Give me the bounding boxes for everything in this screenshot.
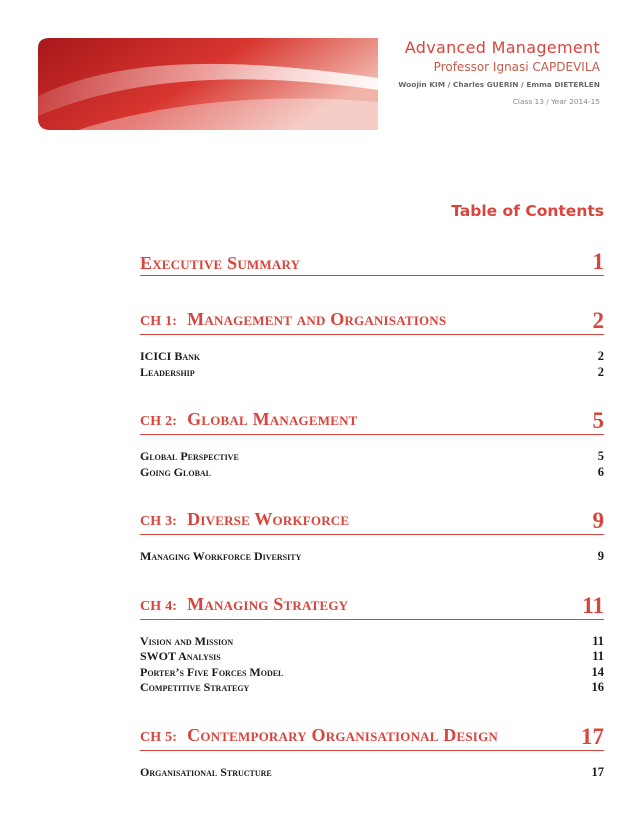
toc-subentry-title: Competitive Strategy: [140, 680, 250, 694]
toc-entry-page: 2: [592, 308, 604, 333]
toc-subentry[interactable]: [140, 634, 604, 650]
toc-subentry[interactable]: [140, 680, 604, 696]
toc-subentry[interactable]: [140, 665, 604, 681]
professor-name: Professor Ignasi CAPDEVILA: [433, 60, 600, 74]
toc-subentry-title: Porter’s Five Forces Model: [140, 664, 284, 679]
toc-subentry-title: Leadership: [140, 364, 195, 379]
toc-subentry-title: Organisational Structure: [140, 764, 272, 779]
toc-subentry-page: 16: [591, 680, 604, 694]
toc-entry-title: Managing Strategy: [187, 593, 349, 614]
table-of-contents: [140, 250, 604, 780]
toc-subentry-page: 2: [597, 364, 604, 379]
toc-entry-title: Executive Summary: [140, 253, 301, 273]
toc-subentry-page: 11: [592, 633, 604, 648]
toc-entry-title: Diverse Workforce: [187, 509, 350, 529]
toc-entry-executive-summary[interactable]: [140, 250, 604, 276]
toc-entry-title: Global Management: [187, 409, 358, 429]
toc-entry-chapter-1[interactable]: [140, 308, 604, 335]
toc-subentry-title: Managing Workforce Diversity: [140, 549, 302, 563]
authors-line: Woojin KIM / Charles GUERIN / Emma DIETERLEN: [398, 80, 600, 89]
toc-subentry-title: Vision and Mission: [140, 633, 234, 648]
course-title: Advanced Management: [404, 38, 600, 57]
header-banner-graphic: [38, 38, 378, 130]
toc-subentry[interactable]: [140, 349, 604, 365]
document-header: [398, 38, 600, 108]
toc-subentry-page: 11: [592, 649, 604, 663]
toc-entry-page: 17: [581, 723, 604, 749]
chapter-label: CH 1:: [140, 314, 178, 329]
toc-subentry[interactable]: [140, 365, 604, 381]
toc-entry-page: 1: [592, 249, 604, 274]
toc-entry-chapter-5[interactable]: [140, 724, 604, 751]
toc-entry-page: 5: [592, 408, 604, 433]
toc-subentry[interactable]: [140, 449, 604, 465]
toc-subentry[interactable]: [140, 765, 604, 781]
toc-subentry-title: Global Perspective: [140, 449, 239, 463]
chapter-label: CH 5:: [140, 729, 178, 745]
chapter-label: CH 3:: [140, 514, 178, 529]
toc-entry-page: 11: [582, 592, 604, 618]
toc-heading: Table of Contents: [451, 202, 604, 220]
chapter-label: CH 2:: [140, 414, 178, 429]
chapter-label: CH 4:: [140, 598, 178, 614]
toc-entry-title: Management and Organisations: [187, 309, 447, 329]
toc-entry-chapter-2[interactable]: [140, 408, 604, 435]
toc-subentry[interactable]: [140, 649, 604, 665]
toc-subentry-title: ICICI Bank: [140, 349, 201, 363]
toc-subentry-page: 2: [597, 349, 604, 363]
toc-subentry-title: SWOT Analysis: [140, 649, 221, 663]
toc-subentry-page: 5: [597, 449, 604, 463]
class-year-line: Class 13 / Year 2014-15: [512, 97, 600, 106]
toc-entry-title: Contemporary Organisational Design: [187, 724, 498, 745]
toc-subentry-page: 6: [597, 464, 604, 479]
toc-subentry[interactable]: [140, 465, 604, 481]
toc-subentry[interactable]: [140, 549, 604, 565]
toc-entry-chapter-4[interactable]: [140, 593, 604, 620]
toc-subentry-title: Going Global: [140, 464, 212, 479]
toc-subentry-page: 9: [597, 549, 604, 563]
toc-subentry-page: 14: [591, 664, 604, 679]
toc-entry-chapter-3[interactable]: [140, 508, 604, 535]
toc-subentry-page: 17: [591, 764, 604, 779]
toc-entry-page: 9: [592, 508, 604, 533]
